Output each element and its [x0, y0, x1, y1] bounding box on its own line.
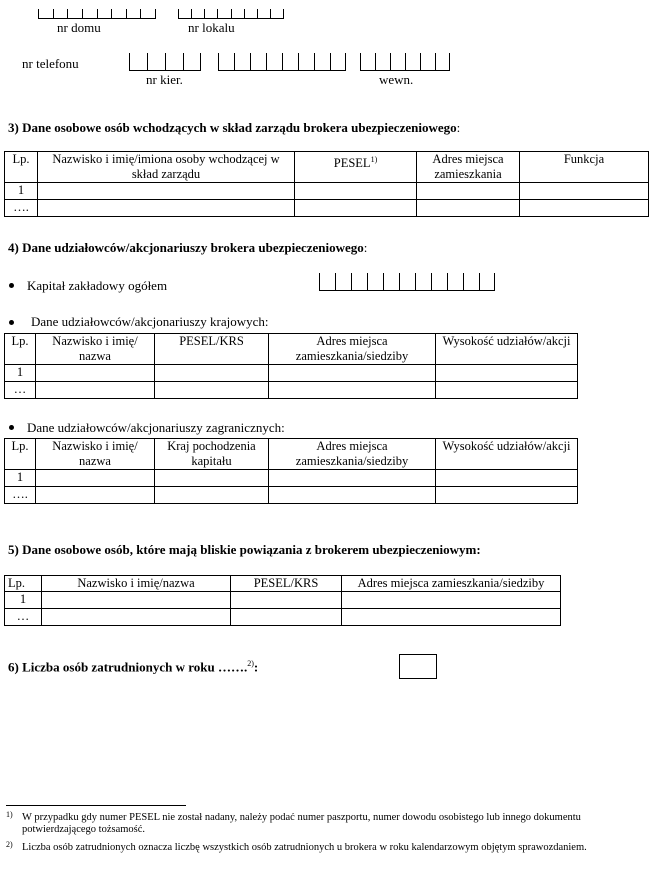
domestic-label: Dane udziałowców/akcjonariuszy krajowych: [31, 314, 269, 329]
table-row[interactable]: 1 [5, 183, 649, 200]
extension-label: wewn. [379, 72, 414, 87]
capital-field[interactable] [319, 273, 495, 291]
table-row[interactable]: 1 [5, 365, 578, 382]
phone-number-field[interactable] [218, 53, 346, 71]
col-function: Funkcja [520, 152, 649, 183]
footnote-1: 1) W przypadku gdy numer PESEL nie został nadany, należy podać numer paszportu, numer dowodu osobistego lub innego dokumentu potwierdzającego tożsamość. [6, 810, 581, 835]
area-code-label: nr kier. [146, 72, 183, 87]
table-row[interactable]: … [5, 382, 578, 399]
bullet-icon [9, 425, 14, 430]
domestic-shareholders-table: Lp. Nazwisko i imię/ nazwa PESEL/KRS Adres miejsca zamieszkania/siedziby Wysokość udziałów/akcji 1 … [4, 333, 578, 399]
extension-field[interactable] [360, 53, 450, 71]
area-code-field[interactable] [129, 53, 201, 71]
section5-heading: 5) Dane osobowe osób, które mają bliskie powiązania z brokerem ubezpieczeniowym: [8, 542, 481, 557]
employee-count-field[interactable] [399, 654, 437, 679]
foreign-label: Dane udziałowców/akcjonariuszy zagranicznych: [27, 420, 285, 435]
table-row[interactable]: 1 [5, 592, 561, 609]
section3-heading: 3) Dane osobowe osób wchodzących w skład zarządu brokera ubezpieczeniowego: [8, 120, 461, 135]
bullet-icon [9, 283, 14, 288]
section4-heading: 4) Dane udziałowców/akcjonariuszy brokera ubezpieczeniowego: [8, 240, 368, 255]
board-members-table [4, 151, 649, 217]
foreign-shareholders-table: Lp. Nazwisko i imię/ nazwa Kraj pochodzenia kapitału Adres miejsca zamieszkania/siedziby Wysokość udziałów/akcji 1 …. [4, 438, 578, 504]
bullet-icon [9, 320, 14, 325]
close-links-table: Lp. Nazwisko i imię/nazwa PESEL/KRS Adres miejsca zamieszkania/siedziby 1 … [4, 575, 561, 626]
phone-label: nr telefonu [22, 56, 79, 71]
table-row[interactable]: …. [5, 487, 578, 504]
col-name: Nazwisko i imię/imiona osoby wchodzącej w skład zarządu [38, 152, 295, 183]
table-row[interactable]: …. [5, 200, 649, 217]
footnote-2: 2) Liczba osób zatrudnionych oznacza liczbę wszystkich osób zatrudnionych u brokera w roku kalendarzowym objętym sprawozdaniem. [6, 840, 587, 853]
house-number-field[interactable] [38, 9, 156, 19]
col-pesel: PESEL$^{1)}$ [295, 152, 417, 183]
col-lp: Lp. [5, 152, 38, 183]
section6-heading: 6) Liczba osób zatrudnionych w roku …….$^{2)}$: [8, 659, 259, 675]
unit-number-field[interactable] [178, 9, 284, 19]
capital-label: Kapitał zakładowy ogółem [27, 278, 168, 293]
footnote-divider [6, 805, 186, 806]
house-number-label: nr domu [57, 20, 101, 35]
table-row[interactable]: … [5, 609, 561, 626]
col-address: Adres miejsca zamieszkania [417, 152, 520, 183]
unit-number-label: nr lokalu [188, 20, 235, 35]
table-row[interactable]: 1 [5, 470, 578, 487]
